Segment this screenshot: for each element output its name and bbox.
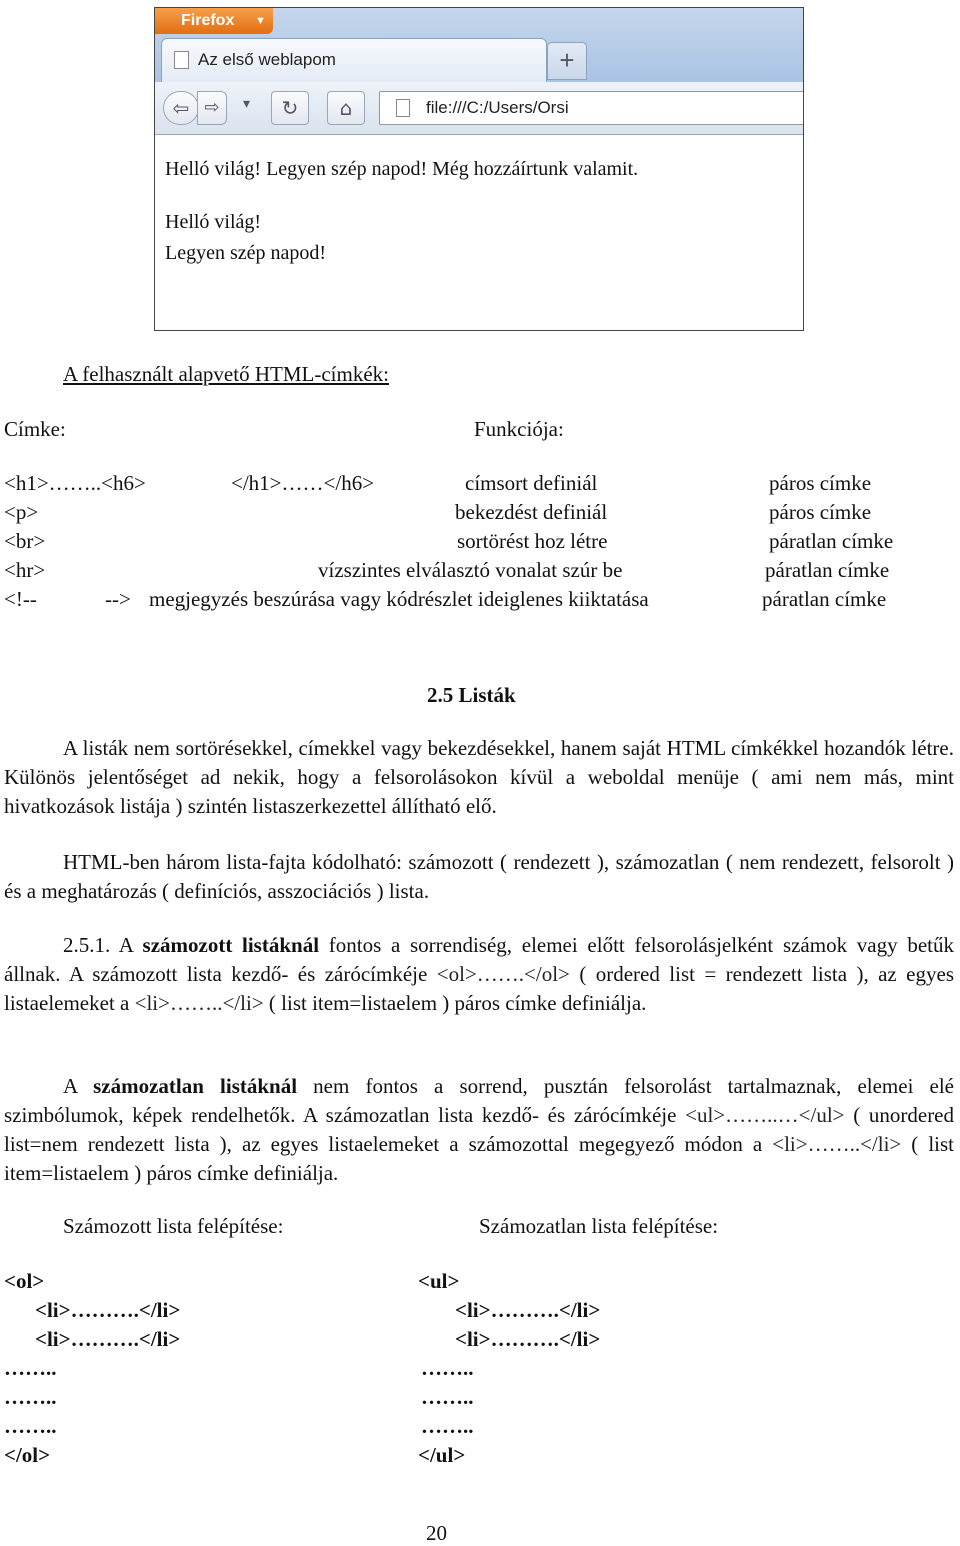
- table-header-function: Funkciója:: [474, 417, 564, 441]
- tag-type: páros címke: [769, 500, 872, 524]
- tag-function: sortörést hoz létre: [457, 529, 608, 553]
- page-number: 20: [426, 1521, 447, 1545]
- text-run: 2.5.1. A: [63, 933, 143, 957]
- page-icon: [396, 99, 410, 117]
- unordered-structure-title: Számozatlan lista felépítése:: [479, 1214, 719, 1238]
- tag-type: páratlan címke: [769, 529, 894, 553]
- ordered-structure-title: Számozott lista felépítése:: [63, 1214, 284, 1238]
- browser-titlebar: [155, 8, 803, 84]
- paragraph-text: A listák nem sortörésekkel, címekkel vagy bekezdésekkel, hanem saját HTML címkékkel hozandók létre. Különös jelentőséget ad nekik, hogy a felsorolásokon kívül a weboldal menüje ( ami nem más, mint hivatkozások listája ) szintén listaszerkezettel állítható elő.: [4, 736, 954, 818]
- code-line: <ul>: [418, 1269, 460, 1293]
- tag-type: páratlan címke: [765, 558, 890, 582]
- bold-text: számozatlan listáknál: [93, 1074, 298, 1098]
- tag-function: vízszintes elválasztó vonalat szúr be: [318, 558, 623, 582]
- firefox-menu-button[interactable]: [155, 8, 273, 34]
- tag-type: páros címke: [769, 471, 872, 495]
- forward-button[interactable]: [197, 91, 227, 125]
- code-text: <li>……..</li>: [772, 1132, 902, 1156]
- address-bar[interactable]: [379, 91, 804, 125]
- content-line: Helló világ!: [165, 211, 262, 233]
- tag-open: <!--: [4, 587, 37, 611]
- url-text: file:///C:/Users/Orsi: [426, 98, 569, 117]
- code-line: <li>……….</li>: [35, 1327, 181, 1351]
- tag-close: </h1>……</h6>: [231, 471, 375, 495]
- navigation-toolbar: [155, 82, 803, 135]
- tag-function: címsort definiál: [465, 471, 598, 495]
- text-run: fontos a sorrendiség, elemei előtt felsorolásjelként számok vagy betűk állnak. A számozott lista kezdő- és zárócímkéje: [4, 933, 954, 986]
- tag-type: páratlan címke: [762, 587, 887, 611]
- content-line: Legyen szép napod!: [165, 242, 327, 264]
- content-line: Helló világ! Legyen szép napod! Még hozzáírtunk valamit.: [165, 158, 639, 180]
- tag-open: <h1>……..<h6>: [4, 471, 146, 495]
- firefox-label: Firefox: [181, 12, 235, 29]
- chapter-title: 2.5 Listák: [427, 683, 516, 707]
- text-run: ( list item=listaelem ) páros címke definiálja.: [263, 991, 647, 1015]
- reload-icon: ↻: [281, 96, 299, 120]
- code-text: <ol>…….</ol>: [436, 962, 570, 986]
- paragraph: [4, 1072, 954, 1188]
- tab-title: Az első weblapom: [198, 50, 336, 69]
- paragraph: [4, 931, 954, 1018]
- paragraph-text: HTML-ben három lista-fajta kódolható: számozott ( rendezett ), számozatlan ( nem rendezett, felsorolt ) és a meghatározás ( definíciós, asszociációs ) lista.: [4, 850, 954, 903]
- chevron-down-icon: ▼: [255, 15, 266, 27]
- new-tab-button[interactable]: [547, 42, 587, 80]
- code-line: ……..: [4, 1356, 57, 1380]
- code-line: ……..: [421, 1414, 474, 1438]
- arrow-right-icon: ⇨: [204, 97, 220, 118]
- tag-close: -->: [105, 587, 131, 611]
- text-run: ( ordered list = rendezett lista ), az egyes listaelemeket a: [4, 962, 954, 1015]
- home-icon: ⌂: [339, 96, 353, 120]
- code-text: <li>……..</li>: [134, 991, 264, 1015]
- home-button[interactable]: [327, 91, 365, 125]
- browser-tab[interactable]: [161, 38, 547, 83]
- code-line: </ul>: [418, 1443, 466, 1467]
- tag-function: megjegyzés beszúrása vagy kódrészlet ideiglenes kiiktatása: [149, 587, 649, 611]
- tag-function: bekezdést definiál: [455, 500, 608, 524]
- reload-button[interactable]: [271, 91, 309, 125]
- text-run: ( list item=listaelem ) páros címke definiálja.: [4, 1132, 954, 1185]
- code-line: <li>……….</li>: [455, 1327, 601, 1351]
- code-line: <ol>: [4, 1269, 45, 1293]
- code-text: <ul>……..…</ul>: [685, 1103, 845, 1127]
- bold-text: számozott listáknál: [142, 933, 320, 957]
- table-header-tag: Címke:: [4, 417, 66, 441]
- back-button[interactable]: [163, 91, 199, 125]
- code-line: ……..: [421, 1356, 474, 1380]
- tag-open: <p>: [4, 500, 39, 524]
- paragraph: [4, 734, 954, 821]
- tag-open: <br>: [4, 529, 46, 553]
- text-run: nem fontos a sorrend, pusztán felsorolást tartalmaznak, elemei elé szimbólumok, képek rendelhetők. A számozatlan lista kezdő- és zárócímkéje: [4, 1074, 954, 1127]
- code-line: ……..: [421, 1385, 474, 1409]
- code-line: <li>……….</li>: [455, 1298, 601, 1322]
- code-line: ……..: [4, 1414, 57, 1438]
- page-icon: [174, 51, 189, 69]
- history-dropdown-icon[interactable]: ▾: [243, 96, 251, 112]
- code-line: <li>……….</li>: [35, 1298, 181, 1322]
- code-line: </ol>: [4, 1443, 51, 1467]
- tag-open: <hr>: [4, 558, 46, 582]
- arrow-left-icon: ⇦: [172, 96, 190, 120]
- browser-screenshot: [154, 7, 804, 331]
- plus-icon: +: [559, 45, 575, 75]
- text-run: A: [63, 1074, 94, 1098]
- section-heading: A felhasznált alapvető HTML-címkék:: [63, 362, 389, 386]
- code-line: ……..: [4, 1385, 57, 1409]
- text-run: ( unordered list=nem rendezett lista ), az egyes listaelemeket a számozottal megegyező módon a: [4, 1103, 955, 1156]
- paragraph: [4, 848, 954, 906]
